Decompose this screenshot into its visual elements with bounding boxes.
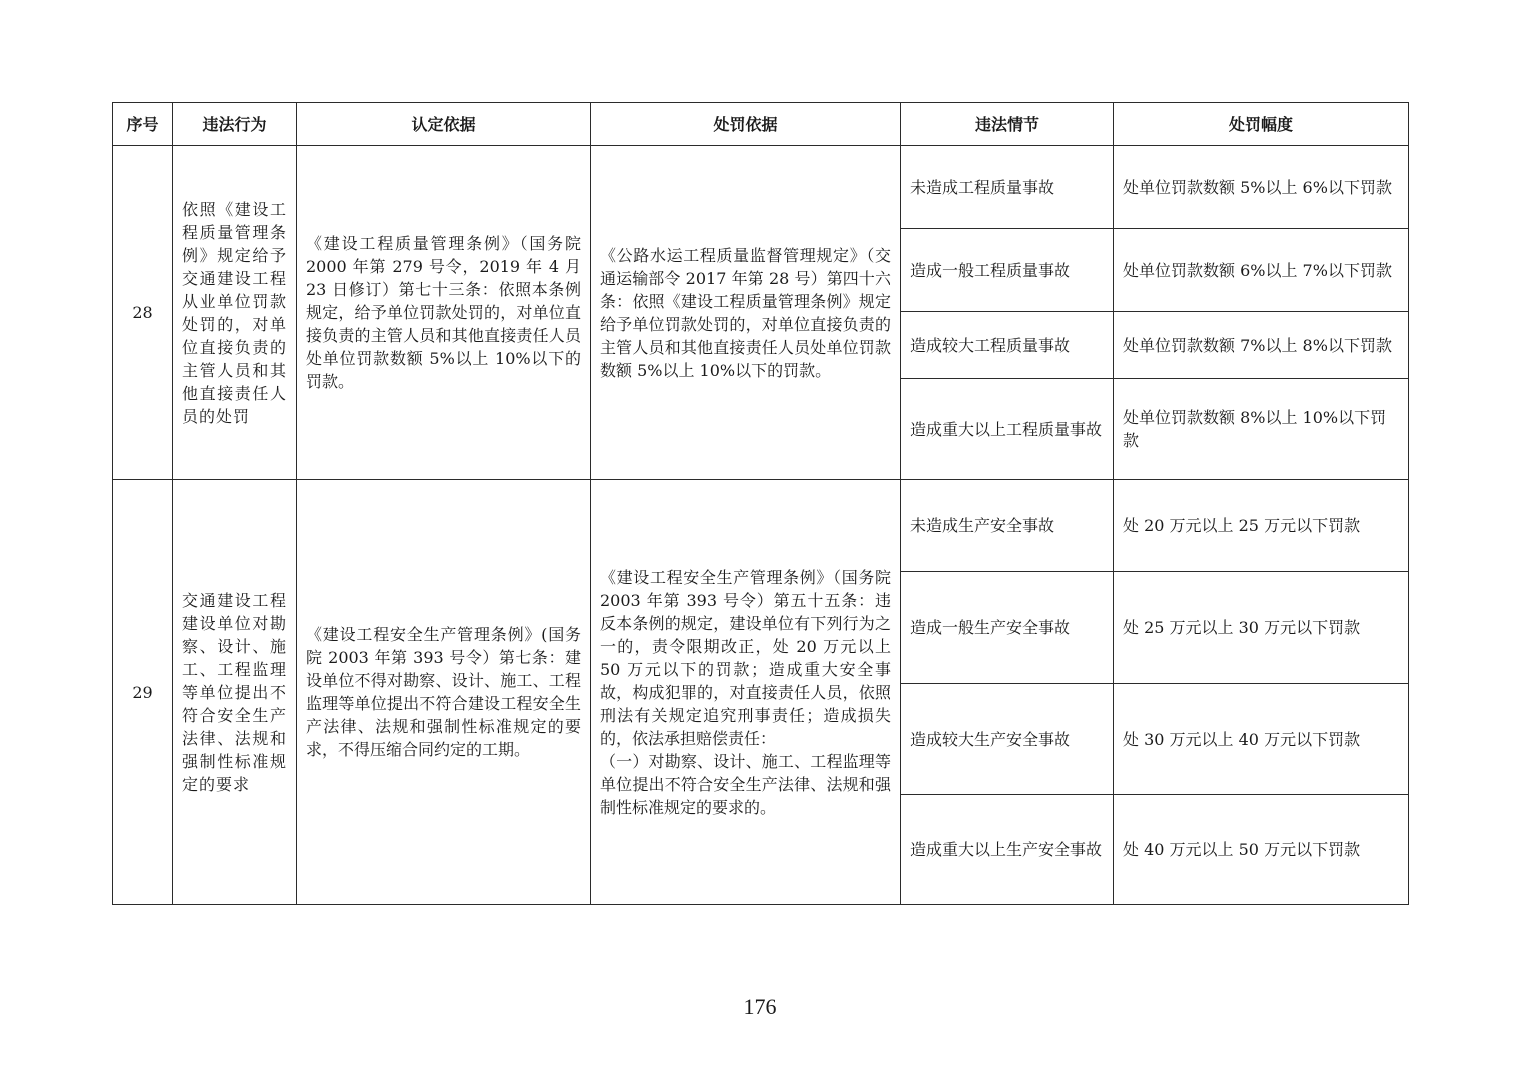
row-28-range-2: 处单位罚款数额 6%以上 7%以下罚款	[1114, 229, 1409, 312]
row-28-circumstance-4: 造成重大以上工程质量事故	[901, 379, 1114, 480]
row-28-range-1: 处单位罚款数额 5%以上 6%以下罚款	[1114, 146, 1409, 229]
header-range: 处罚幅度	[1114, 103, 1409, 146]
row-29-range-2: 处 25 万元以上 30 万元以下罚款	[1114, 572, 1409, 684]
header-circumstance: 违法情节	[901, 103, 1114, 146]
header-seq: 序号	[113, 103, 173, 146]
row-28-seq: 28	[113, 146, 173, 480]
row-29-range-3: 处 30 万元以上 40 万元以下罚款	[1114, 684, 1409, 795]
row-29-circumstance-4: 造成重大以上生产安全事故	[901, 795, 1114, 905]
row-29-penalty-basis	[591, 480, 901, 905]
row-29-circumstance-1: 未造成生产安全事故	[901, 480, 1114, 572]
table-row	[113, 480, 1409, 572]
row-29-circumstance-3: 造成较大生产安全事故	[901, 684, 1114, 795]
penalty-table	[112, 102, 1409, 905]
table-row	[113, 146, 1409, 229]
header-penalty-basis: 处罚依据	[591, 103, 901, 146]
row-29-violation: 交通建设工程建设单位对勘察、设计、施工、工程监理等单位提出不符合安全生产法律、法规和强制性标准规定的要求	[173, 480, 297, 905]
row-28-violation: 依照《建设工程质量管理条例》规定给予交通建设工程从业单位罚款处罚的，对单位直接负责的主管人员和其他直接责任人员的处罚	[173, 146, 297, 480]
row-29-range-1: 处 20 万元以上 25 万元以下罚款	[1114, 480, 1409, 572]
row-28-circumstance-2: 造成一般工程质量事故	[901, 229, 1114, 312]
row-28-identification-basis: 《建设工程质量管理条例》（国务院 2000 年第 279 号令，2019 年 4 月 23 日修订）第七十三条：依照本条例规定，给予单位罚款处罚的，对单位直接负责的主管人员和其他直接责任人员处单位罚款数额 5%以上 10%以下的罚款。	[297, 146, 591, 480]
row-29-circumstance-2: 造成一般生产安全事故	[901, 572, 1114, 684]
row-29-range-4: 处 40 万元以上 50 万元以下罚款	[1114, 795, 1409, 905]
row-28-penalty-basis: 《公路水运工程质量监督管理规定》（交通运输部令 2017 年第 28 号）第四十六条：依照《建设工程质量管理条例》规定给予单位罚款处罚的，对单位直接负责的主管人员和其他直接责任人员处单位罚款数额 5%以上 10%以下的罚款。	[591, 146, 901, 480]
row-28-range-4: 处单位罚款数额 8%以上 10%以下罚款	[1114, 379, 1409, 480]
page-number: 176	[743, 994, 777, 1019]
header-act: 违法行为	[173, 103, 297, 146]
row-28-range-3: 处单位罚款数额 7%以上 8%以下罚款	[1114, 312, 1409, 379]
header-basis: 认定依据	[297, 103, 591, 146]
table-header-row	[113, 103, 1409, 146]
row-28-circumstance-1: 未造成工程质量事故	[901, 146, 1114, 229]
row-28-circumstance-3: 造成较大工程质量事故	[901, 312, 1114, 379]
row-29-penalty-basis-item: （一）对勘察、设计、施工、工程监理等单位提出不符合安全生产法律、法规和强制性标准规定的要求的。	[600, 751, 891, 817]
row-29-seq: 29	[113, 480, 173, 905]
row-29-penalty-basis-text: 《建设工程安全生产管理条例》（国务院 2003 年第 393 号令）第五十五条：违反本条例的规定，建设单位有下列行为之一的，责令限期改正，处 20 万元以上 50 万元以下的罚款；造成重大安全事故，构成犯罪的，对直接责任人员，依照刑法有关规定追究刑事责任；造成损失的，依法承担赔偿责任：	[600, 567, 891, 748]
row-29-identification-basis: 《建设工程安全生产管理条例》(国务院 2003 年第 393 号令）第七条：建设单位不得对勘察、设计、施工、工程监理等单位提出不符合建设工程安全生产法律、法规和强制性标准规定的要求，不得压缩合同约定的工期。	[297, 480, 591, 905]
